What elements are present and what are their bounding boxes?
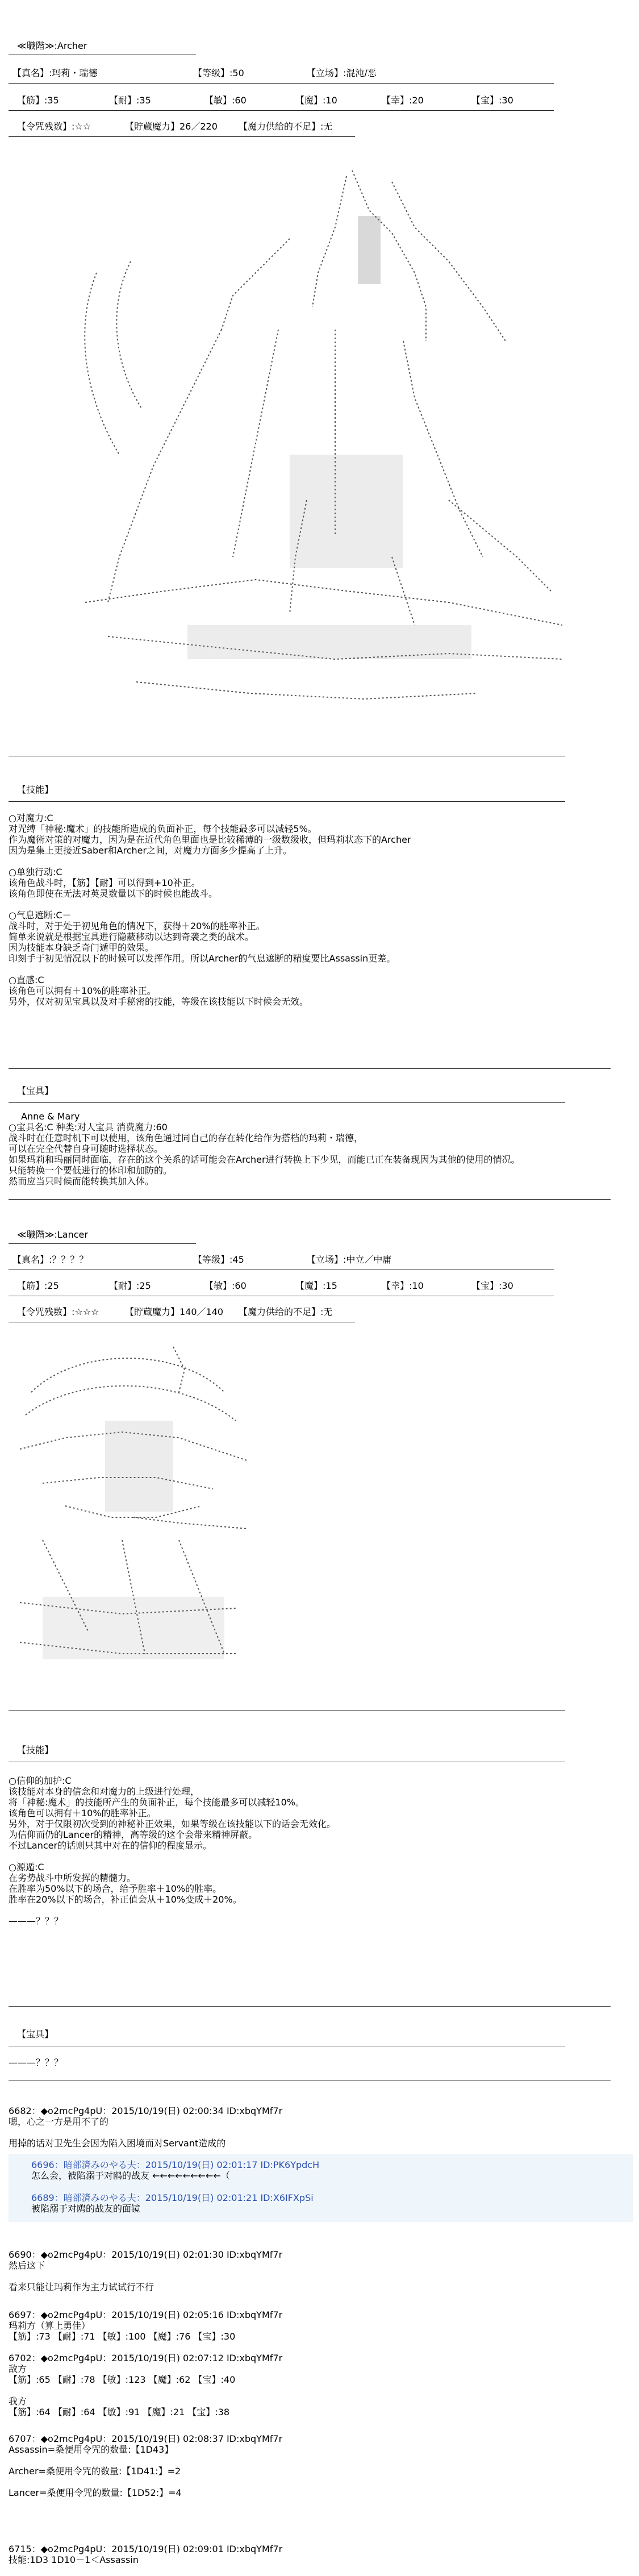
archer-true-name: 【真名】:玛莉・瑞德 [12, 68, 98, 78]
post-line: 玛莉方（算上勇佳） [9, 2320, 91, 2331]
archer-np-line: ○宝具名:C 种类:对人宝具 消费魔力:60 [9, 1122, 168, 1133]
archer-status-row-2 [0, 93, 639, 108]
post-header: 6715：◆o2mcPg4pU：2015/10/19(日) 02:09:01 ID:xbqYMf7r [9, 2544, 283, 2554]
lancer-stat-luk: 【幸】:10 [382, 1280, 424, 1291]
lancer-skill-0-line: 该技能对本身的信念和对魔力的上级进行处理， [9, 1786, 200, 1797]
lancer-status-row-2 [0, 1279, 639, 1293]
archer-np-line: 可以在完全代替自身可随时选择状态。 [9, 1143, 164, 1154]
archer-skill-2-line: 印刻手于初见情况以下的时候可以发挥作用。所以Archer的气息遮断的精度要比Assassin更差。 [9, 953, 396, 964]
archer-skill-2-line: 战斗时，对于处于初见角色的情况下，获得＋20%的胜率补正。 [9, 921, 265, 931]
post-line: 嗯，心之一方是用不了的 [9, 2116, 109, 2127]
post-6697 [9, 2309, 630, 2342]
divider [9, 2006, 611, 2007]
post-6696 [31, 2159, 639, 2181]
post-6702 [9, 2353, 630, 2417]
post-6690 [9, 2249, 630, 2292]
archer-ascii-art [51, 159, 596, 727]
archer-stat-str: 【筋】:35 [17, 95, 59, 106]
lancer-skill-1-line: 在劣势战斗中所发挥的精髓力。 [9, 1872, 136, 1883]
archer-command-spells: 【令咒残数】:☆☆ [17, 121, 91, 132]
lancer-np-block [9, 2057, 630, 2068]
post-header: 6682：◆o2mcPg4pU：2015/10/19(日) 02:00:34 ID:xbqYMf7r [9, 2105, 283, 2116]
post-header[interactable]: 6689：暗部済みのやる夫：2015/10/19(日) 02:01:21 ID:X6IFXpSi [31, 2192, 314, 2203]
post-line: 然后这下 [9, 2260, 45, 2271]
lancer-np-title: 【宝具】 [17, 2029, 54, 2040]
archer-skill-0-line: 作为魔術对策的对魔力，因为是在近代角色里面也是比较稀薄的一级数级收，但玛莉状态下的Archer [9, 834, 411, 845]
lancer-level: 【等级】:45 [193, 1254, 244, 1265]
archer-np-line: 然而应当只时候而能转换其加入体。 [9, 1176, 154, 1187]
lancer-ascii-art [9, 1335, 258, 1676]
divider [9, 1102, 565, 1103]
archer-skill-1-title: ○单独行动:C [9, 867, 62, 877]
archer-skill-3-line: 另外，仅对初见宝具以及对手秘密的技能，等级在该技能以下时候会无效。 [9, 996, 309, 1007]
divider [9, 110, 554, 111]
archer-skill-2-line: 简单来说就是根据宝具进行隐蔽移动以达到奇袭之类的战术。 [9, 931, 254, 942]
archer-np-title: 【宝具】 [17, 1085, 54, 1096]
lancer-stat-mp: 【魔】:15 [295, 1280, 337, 1291]
archer-status-row-3 [0, 119, 639, 134]
post-line: 【筋】:64 【耐】:64 【敏】:91 【魔】:21 【宝】:38 [9, 2407, 230, 2417]
archer-class-header: ≪職階≫:Archer [17, 40, 87, 51]
archer-skill-3-line: 该角色可以拥有＋10%的胜率补正。 [9, 985, 156, 996]
post-header: 6707：◆o2mcPg4pU：2015/10/19(日) 02:08:37 ID:xbqYMf7r [9, 2433, 283, 2444]
archer-skill-0-title: ○对魔力:C [9, 813, 53, 823]
lancer-skill-0-line: 不过Lancer的话则只其中对在的信仰的程度显示。 [9, 1840, 212, 1851]
archer-skill-block [9, 813, 630, 1007]
post-line: 【筋】:65 【耐】:78 【敏】:123 【魔】:62 【宝】:40 [9, 2374, 236, 2385]
lancer-np-line: ———？？？ [9, 2057, 64, 2068]
lancer-stored-mana: 【貯蔵魔力】140／140 [125, 1306, 224, 1317]
archer-level: 【等级】:50 [193, 68, 244, 78]
lancer-command-spells: 【令咒残数】:☆☆☆ [17, 1306, 99, 1317]
post-header: 6697：◆o2mcPg4pU：2015/10/19(日) 02:05:16 ID:xbqYMf7r [9, 2309, 283, 2320]
lancer-status-row-1 [0, 1252, 639, 1267]
archer-skill-0-line: 因为是集上更接近Saber和Archer之间，对魔力方面多少提高了上升。 [9, 845, 293, 856]
archer-np-line: 如果玛莉和玛丽同时面临，存在的这个关系的话可能会在Archer进行转换上下少见，而能已正在装备现因为其他的使用的情况。 [9, 1154, 520, 1165]
archer-np-name: Anne & Mary [21, 1111, 80, 1122]
archer-stat-agi: 【敏】:60 [204, 95, 247, 106]
lancer-skill-block [9, 1775, 630, 1926]
post-6689 [31, 2192, 639, 2214]
post-line: 被陷溺于对鸥的战友的面镜 [31, 2203, 141, 2214]
lancer-true-name: 【真名】:？？？？ [12, 1254, 89, 1265]
post-header: 6690：◆o2mcPg4pU：2015/10/19(日) 02:01:30 ID:xbqYMf7r [9, 2249, 283, 2260]
divider [9, 83, 554, 84]
divider [9, 1199, 611, 1200]
archer-skill-0-line: 对咒缚「神秘:魔术」的技能所造成的负面补正，每个技能最多可以减轻5%。 [9, 823, 317, 834]
lancer-stat-str: 【筋】:25 [17, 1280, 59, 1291]
post-line: 【筋】:73 【耐】:71 【敏】:100 【魔】:76 【宝】:30 [9, 2331, 236, 2342]
post-line [9, 2127, 630, 2138]
archer-skill-3-title: ○直感:C [9, 975, 44, 985]
archer-skill-1-line: 该角色即使在无法对英灵数量以下的时候也能战斗。 [9, 888, 218, 899]
post-line: Lancer=桑便用令咒的数量:【1D52:】=4 [9, 2487, 182, 2498]
archer-skill-2-title: ○气息遮断:C－ [9, 910, 72, 921]
lancer-stat-agi: 【敏】:60 [204, 1280, 247, 1291]
lancer-class-header: ≪職階≫:Lancer [17, 1229, 88, 1240]
lancer-skill-1-line: 胜率在20%以下的场合，补正值会从＋10%变成＋20%。 [9, 1894, 242, 1905]
archer-mana-supply: 【魔力供給的不足】:无 [239, 121, 333, 132]
post-line: 怎么会，被陷溺于对鸥的战友 ←←←←←←←←←（ [31, 2170, 230, 2181]
lancer-mana-supply: 【魔力供给的不足】:无 [239, 1306, 333, 1317]
divider [9, 136, 355, 137]
post-6707 [9, 2433, 630, 2498]
archer-alignment: 【立场】:混沌/恶 [307, 68, 377, 78]
divider [9, 1243, 196, 1244]
lancer-skill-0-line: 将「神秘:魔术」的技能所产生的负面补正，每个技能最多可以减轻10%。 [9, 1797, 304, 1808]
post-line: 敌方 [9, 2363, 27, 2374]
lancer-skill-0-line: 另外，对于仅限初次受到的神秘补正效果，如果等级在该技能以下的话会无效化。 [9, 1818, 336, 1829]
lancer-status-row-3 [0, 1305, 639, 1320]
post-line: 用掉的话对卫先生会因为陷入困境而对Servant造成的 [9, 2138, 226, 2149]
post-line: 技能:1D3 1D10－1＜Assassin [9, 2554, 139, 2565]
post-6715 [9, 2544, 630, 2565]
lancer-alignment: 【立场】:中立／中庸 [307, 1254, 392, 1265]
archer-stat-end: 【耐】:35 [109, 95, 151, 106]
post-header[interactable]: 6696：暗部済みのやる夫：2015/10/19(日) 02:01:17 ID:PK6YpdcH [31, 2159, 320, 2170]
post-header: 6702：◆o2mcPg4pU：2015/10/19(日) 02:07:12 ID:xbqYMf7r [9, 2353, 283, 2363]
archer-stat-luk: 【幸】:20 [382, 95, 424, 106]
archer-stored-mana: 【貯蔵魔力】26／220 [125, 121, 218, 132]
post-line: 看来只能让玛莉作为主力试试行不行 [9, 2282, 154, 2292]
archer-skill-2-line: 因为技能本身缺乏奇门遁甲的效果。 [9, 942, 154, 953]
archer-np-line: 只能转换一个要低进行的体印和加防的。 [9, 1165, 173, 1176]
lancer-skill-0-line: 该角色可以拥有＋10%的胜率补正。 [9, 1808, 156, 1818]
lancer-skill-0-title: ○信仰的加护:C [9, 1775, 72, 1786]
post-line: Archer=桑便用令咒的数量:【1D41:】=2 [9, 2466, 181, 2477]
archer-np-line: 战斗时在任意时机下可以使用，该角色通过同自己的存在转化给作为搭档的玛莉・瑞德， [9, 1133, 364, 1143]
lancer-skill-1-title: ○源遁:C [9, 1862, 44, 1872]
lancer-stat-np: 【宝】:30 [471, 1280, 513, 1291]
lancer-skill-1-line: 在胜率为50%以下的场合，给予胜率＋10%的胜率。 [9, 1883, 222, 1894]
archer-stat-mp: 【魔】:10 [295, 95, 337, 106]
archer-np-block [9, 1111, 630, 1187]
divider [9, 801, 565, 802]
archer-skill-1-line: 该角色战斗时，【筋】【耐】可以得到+10补正。 [9, 877, 201, 888]
post-6682 [9, 2105, 630, 2149]
lancer-skills-title: 【技能】 [17, 1745, 54, 1755]
lancer-skill-2-title: ———？？？ [9, 1916, 64, 1926]
divider [9, 1068, 611, 1069]
lancer-stat-end: 【耐】:25 [109, 1280, 151, 1291]
archer-skills-title: 【技能】 [17, 784, 54, 795]
post-line: 我方 [9, 2396, 27, 2407]
post-line: Assassin=桑便用令咒的数量:【1D43】 [9, 2444, 174, 2455]
archer-status-row-1 [0, 66, 639, 81]
archer-stat-np: 【宝】:30 [471, 95, 513, 106]
lancer-skill-0-line: 为信仰而仍的Lancer的精神，高等级的这个会带来精神屏蔽。 [9, 1829, 258, 1840]
